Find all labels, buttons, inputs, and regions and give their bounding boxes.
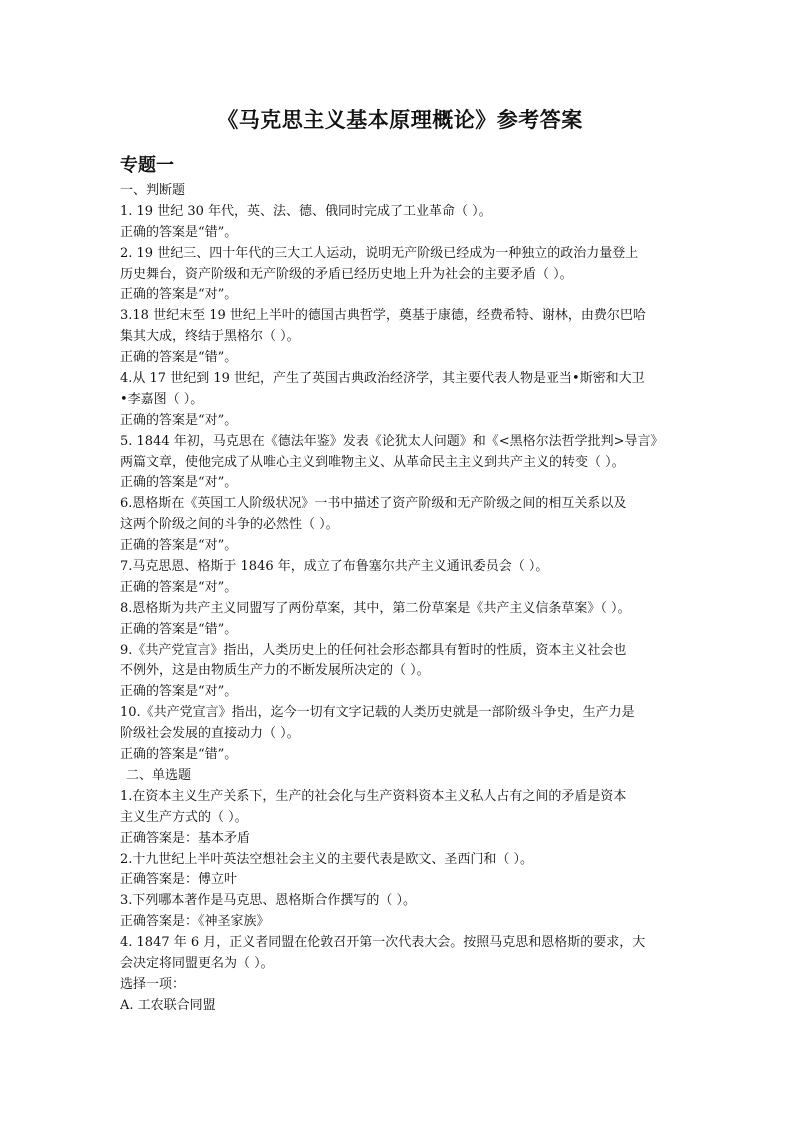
text-line-question: 2. 19 世纪三、四十年代的三大工人运动，说明无产阶级已经成为一种独立的政治力量登上 — [120, 245, 639, 261]
text-line-question: 主义生产方式的（ ）。 — [120, 809, 248, 825]
text-line-question: 阶级社会发展的直接动力（ ）。 — [120, 726, 300, 742]
text-line-question: 两篇文章，使他完成了从唯心主义到唯物主义、从革命民主主义到共产主义的转变（ ）。 — [120, 454, 625, 470]
text-line-question: 4.从 17 世纪到 19 世纪，产生了英国古典政治经济学，其主要代表人物是亚当•斯密和大卫 — [120, 371, 645, 387]
text-line-answer: 正确的答案是“对”。 — [120, 579, 238, 595]
text-line-answer: 正确答案是：《神圣家族》 — [120, 914, 270, 930]
text-line-question: 3.下列哪本著作是马克思、恩格斯合作撰写的（ ）。 — [120, 893, 417, 909]
text-line-question: 这两个阶级之间的斗争的必然性（ ）。 — [120, 517, 339, 533]
text-line-question: 6.恩格斯在《英国工人阶级状况》一书中描述了资产阶级和无产阶级之间的相互关系以及 — [120, 496, 627, 512]
text-line-question: 7.马克思恩、格斯于 1846 年，成立了布鲁塞尔共产主义通讯委员会（ ）。 — [120, 559, 549, 575]
text-line-subheading: 一、判断题 — [120, 183, 186, 198]
document-title: 《马克思主义基本原理概论》参考答案 — [217, 108, 583, 132]
text-line-answer: 正确的答案是“错”。 — [120, 350, 238, 366]
text-line-subheading: 二、单选题 — [126, 767, 192, 783]
text-line-question: 历史舞台，资产阶级和无产阶级的矛盾已经历史地上升为社会的主要矛盾（ ）。 — [120, 266, 573, 282]
text-line-answer: 正确的答案是“错”。 — [120, 747, 238, 763]
text-line-question: 5. 1844 年初，马克思在《德法年鉴》发表《论犹太人问题》和《<黑格尔法哲学批判>导言》 — [120, 433, 664, 449]
text-line-question: 9.《共产党宣言》指出，人类历史上的任何社会形态都具有暂时的性质，资本主义社会也 — [120, 642, 627, 658]
text-line-question: 3.18 世纪末至 19 世纪上半叶的德国古典哲学，奠基于康德，经费希特、谢林，由费尔巴哈 — [120, 308, 646, 324]
text-line-answer: 正确的答案是“对”。 — [120, 475, 238, 491]
text-line-answer: 正确的答案是“对”。 — [120, 684, 238, 700]
section-title: 专题一 — [120, 155, 174, 176]
text-line-question: 2.十九世纪上半叶英法空想社会主义的主要代表是欧文、圣西门和（ ）。 — [120, 851, 534, 867]
text-line-answer: 正确的答案是“错”。 — [120, 621, 238, 637]
text-line-answer: 正确的答案是“错”。 — [120, 224, 238, 240]
text-line-question: 集其大成，终结于黑格尔（ ）。 — [120, 329, 300, 345]
text-line-answer: 正确的答案是“对”。 — [120, 538, 238, 554]
text-line-question: 1. 19 世纪 30 年代，英、法、德、俄同时完成了工业革命（ ）。 — [120, 203, 492, 219]
text-line-answer: 正确的答案是“对”。 — [120, 287, 238, 303]
text-line-question: 8.恩格斯为共产主义同盟写了两份草案，其中，第二份草案是《共产主义信条草案》（ ）。 — [120, 600, 631, 616]
document-body — [120, 181, 685, 1017]
text-line-question: 4. 1847 年 6 月，正义者同盟在伦敦召开第一次代表大会。按照马克思和恩格斯的要求，大 — [120, 935, 646, 951]
text-line-question: 不例外，这是由物质生产力的不断发展所决定的（ ）。 — [120, 663, 430, 679]
text-line-question: •李嘉图（ ）。 — [120, 391, 204, 407]
text-line-answer: 正确的答案是“对”。 — [120, 412, 238, 428]
text-line-option: A. 工农联合同盟 — [120, 997, 216, 1013]
text-line-answer: 正确答案是：基本矛盾 — [120, 830, 251, 846]
text-line-prompt: 选择一项： — [120, 976, 186, 992]
text-line-question: 1.在资本主义生产关系下，生产的社会化与生产资料资本主义私人占有之间的矛盾是资本 — [120, 788, 627, 804]
text-line-question: 会决定将同盟更名为（ ）。 — [120, 955, 274, 971]
text-line-answer: 正确答案是：傅立叶 — [120, 872, 238, 888]
text-line-question: 10.《共产党宣言》指出，迄今一切有文字记载的人类历史就是一部阶级斗争史，生产力是 — [120, 705, 635, 721]
